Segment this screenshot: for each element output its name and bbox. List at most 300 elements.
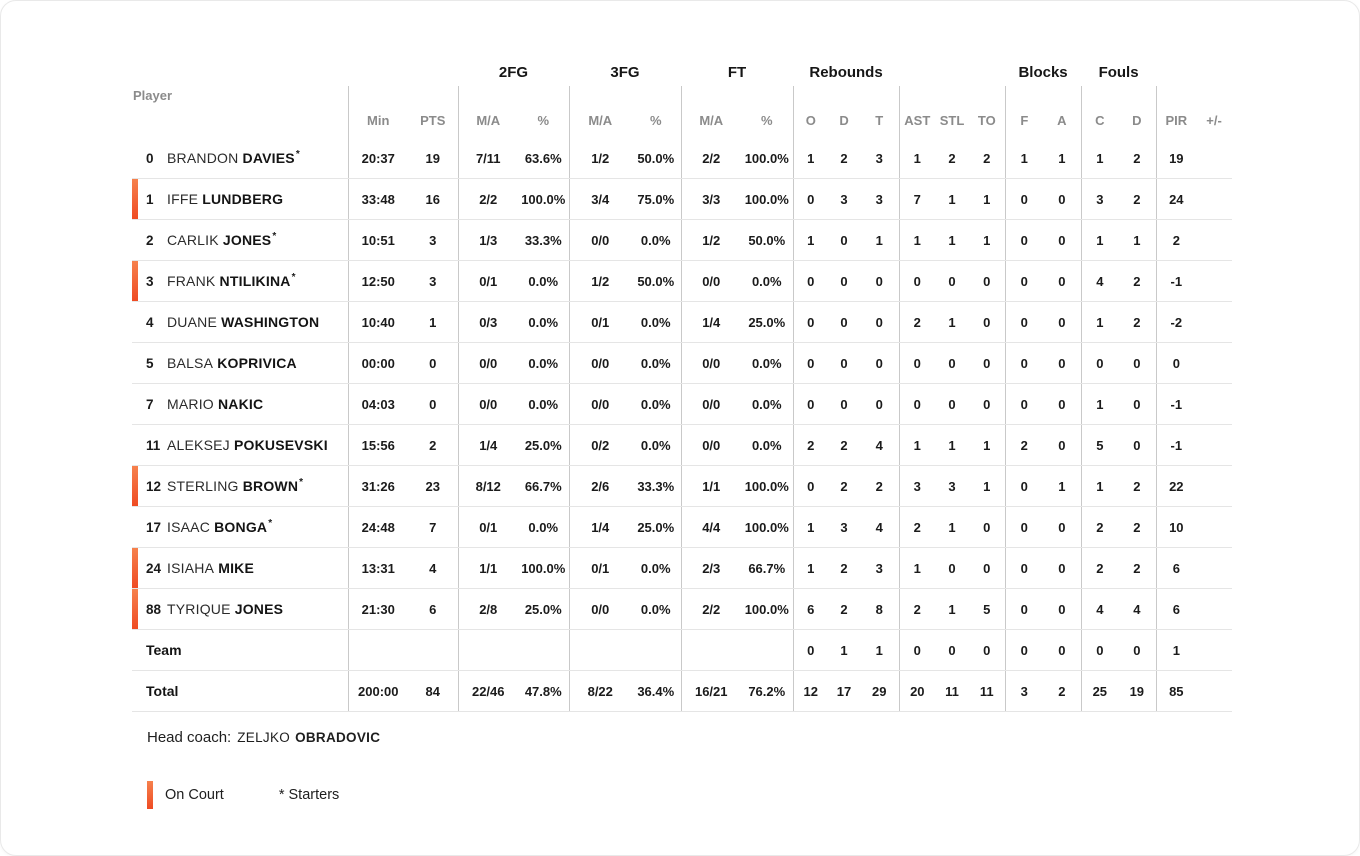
stat-min: 10:51: [348, 220, 408, 261]
stat-ast: 1: [899, 138, 935, 179]
player-name: [167, 478, 303, 494]
table-row: [132, 179, 1232, 220]
stat-stl: 1: [935, 302, 969, 343]
player-cell: [132, 630, 348, 671]
stat-pir: -1: [1156, 261, 1196, 302]
player-last-name: NAKIC: [217, 396, 264, 412]
stat-2fg-ma: 2/8: [458, 589, 518, 630]
stat-ft-pct: 100.0%: [741, 589, 793, 630]
player-last-name: JONES: [222, 232, 272, 248]
stat-pts: 19: [408, 138, 458, 179]
stat-foul-d: 2: [1118, 507, 1156, 548]
stat-to: 1: [969, 220, 1005, 261]
head-coach-label: Head coach:: [147, 729, 232, 746]
stat-foul-d: 2: [1118, 466, 1156, 507]
group-header-blocks: Blocks: [1018, 63, 1068, 81]
player-last-name: BONGA: [214, 519, 268, 535]
stat-min: 00:00: [348, 343, 408, 384]
stat-ft-ma: 2/3: [681, 548, 741, 589]
stat-3fg-ma: 0/0: [569, 589, 631, 630]
stat-2fg-pct: 0.0%: [518, 261, 569, 302]
stat-2fg-ma: 0/1: [458, 507, 518, 548]
table-row: [132, 671, 1232, 712]
stat-blk-f: 2: [1005, 425, 1043, 466]
stat-pts: 7: [408, 507, 458, 548]
stat-reb-t: 8: [860, 589, 899, 630]
stat-ft-pct: 100.0%: [741, 507, 793, 548]
player-identity: [132, 642, 348, 658]
stat-stl: 1: [935, 179, 969, 220]
player-identity: [132, 396, 348, 412]
stat-blk-a: 0: [1043, 507, 1081, 548]
stat-3fg-pct: 50.0%: [631, 138, 681, 179]
stat-pir: 1: [1156, 630, 1196, 671]
stat-ft-pct: 0.0%: [741, 343, 793, 384]
stat-ft-ma: 16/21: [681, 671, 741, 712]
stat-reb-t: 1: [860, 630, 899, 671]
stat-stl: 1: [935, 425, 969, 466]
stat-blk-f: 0: [1005, 507, 1043, 548]
stat-3fg-pct: 0.0%: [631, 302, 681, 343]
stat-3fg-pct: [631, 630, 681, 671]
stat-reb-d: 0: [828, 302, 860, 343]
stat-ft-ma: 0/0: [681, 384, 741, 425]
stat-foul-d: 2: [1118, 548, 1156, 589]
column-header-plus-minus: +/-: [1206, 113, 1222, 128]
stat-foul-c: 5: [1081, 425, 1118, 466]
stat-3fg-ma: 2/6: [569, 466, 631, 507]
stat-stl: 1: [935, 589, 969, 630]
player-cell: [132, 179, 348, 220]
stat-stl: 3: [935, 466, 969, 507]
stat-pir: 6: [1156, 548, 1196, 589]
stat-foul-c: 3: [1081, 179, 1118, 220]
stat-to: 5: [969, 589, 1005, 630]
player-identity: [132, 560, 348, 576]
stat-3fg-ma: 0/0: [569, 384, 631, 425]
player-name: [167, 191, 284, 207]
stat-ft-ma: 0/0: [681, 261, 741, 302]
stat-blk-a: 0: [1043, 589, 1081, 630]
stat-foul-c: 0: [1081, 343, 1118, 384]
stat-foul-d: 2: [1118, 261, 1156, 302]
player-last-name: LUNDBERG: [202, 191, 284, 207]
group-header-row: [132, 58, 1232, 86]
player-name: [167, 519, 272, 535]
legend: [147, 781, 339, 809]
stat-blk-a: 1: [1043, 138, 1081, 179]
stat-pts: [408, 630, 458, 671]
stat-ast: 0: [899, 343, 935, 384]
player-cell: [132, 466, 348, 507]
player-number: 88: [146, 601, 162, 617]
stat-reb-o: 0: [793, 466, 828, 507]
stat-reb-o: 2: [793, 425, 828, 466]
stat-to: 0: [969, 261, 1005, 302]
stat-foul-c: 25: [1081, 671, 1118, 712]
player-last-name: DAVIES: [242, 150, 295, 166]
stat-blk-f: 0: [1005, 384, 1043, 425]
player-number: 17: [146, 519, 162, 535]
stat-reb-d: 3: [828, 179, 860, 220]
player-first-name: TYRIQUE: [167, 601, 231, 617]
stat-reb-t: 2: [860, 466, 899, 507]
stat-foul-c: 4: [1081, 261, 1118, 302]
stat-min: 200:00: [348, 671, 408, 712]
stat-blk-f: 0: [1005, 343, 1043, 384]
stat-reb-o: 0: [793, 261, 828, 302]
table-row: [132, 466, 1232, 507]
group-header-rebounds: Rebounds: [809, 63, 883, 81]
player-first-name: BALSA: [167, 355, 214, 371]
stat-2fg-ma: 1/3: [458, 220, 518, 261]
stat-min: [348, 630, 408, 671]
player-first-name: MARIO: [167, 396, 214, 412]
player-cell: [132, 302, 348, 343]
stat-foul-d: 1: [1118, 220, 1156, 261]
column-header-foul-c: C: [1081, 86, 1118, 138]
player-name: [167, 355, 298, 371]
stat-blk-f: 0: [1005, 630, 1043, 671]
stat-reb-d: 0: [828, 343, 860, 384]
on-court-marker: [132, 548, 138, 588]
player-identity: [132, 314, 348, 330]
stat-reb-d: 2: [828, 466, 860, 507]
stat-ft-pct: [741, 630, 793, 671]
player-identity: [132, 601, 348, 617]
player-name: [167, 273, 296, 289]
stat-2fg-ma: 0/0: [458, 343, 518, 384]
stat-blk-a: 0: [1043, 548, 1081, 589]
table-row: [132, 630, 1232, 671]
player-last-name: NTILIKINA: [219, 273, 291, 289]
stat-plus-minus: [1196, 466, 1232, 507]
stat-ft-ma: 0/0: [681, 425, 741, 466]
stat-stl: 2: [935, 138, 969, 179]
stat-ast: 0: [899, 384, 935, 425]
stat-pir: -1: [1156, 384, 1196, 425]
stat-2fg-ma: 2/2: [458, 179, 518, 220]
table-row: [132, 548, 1232, 589]
stat-min: 15:56: [348, 425, 408, 466]
stat-stl: 11: [935, 671, 969, 712]
stat-blk-a: 0: [1043, 384, 1081, 425]
player-identity: [132, 355, 348, 371]
player-name: [167, 437, 329, 453]
stat-ft-ma: 0/0: [681, 343, 741, 384]
table-row: [132, 138, 1232, 179]
boxscore-table-wrap: [132, 58, 1232, 712]
stat-ft-pct: 0.0%: [741, 261, 793, 302]
stat-stl: 0: [935, 261, 969, 302]
player-first-name: CARLIK: [167, 232, 219, 248]
stat-reb-t: 1: [860, 220, 899, 261]
stat-blk-f: 1: [1005, 138, 1043, 179]
starters-legend-label: * Starters: [278, 787, 340, 803]
column-header-2fg-pct: %: [537, 113, 550, 128]
stat-pts: 0: [408, 384, 458, 425]
stat-reb-o: 1: [793, 507, 828, 548]
stat-min: 13:31: [348, 548, 408, 589]
stat-plus-minus: [1196, 630, 1232, 671]
stat-blk-f: 0: [1005, 220, 1043, 261]
player-cell: [132, 671, 348, 712]
stat-ft-ma: 1/1: [681, 466, 741, 507]
head-coach-line: [147, 729, 380, 746]
player-number: 12: [146, 478, 162, 494]
stat-3fg-pct: 0.0%: [631, 343, 681, 384]
group-header-2fg: 2FG: [498, 63, 529, 81]
stat-foul-c: 1: [1081, 384, 1118, 425]
stat-ft-pct: 76.2%: [741, 671, 793, 712]
starter-asterisk: *: [268, 518, 273, 529]
player-cell: [132, 548, 348, 589]
player-last-name: POKUSEVSKI: [233, 437, 328, 453]
stat-to: 0: [969, 507, 1005, 548]
stat-ft-ma: 1/2: [681, 220, 741, 261]
stat-blk-a: 0: [1043, 220, 1081, 261]
column-header-foul-d: D: [1132, 113, 1142, 128]
stat-foul-c: 1: [1081, 138, 1118, 179]
column-header-pts: PTS: [420, 113, 446, 128]
group-header-fouls: Fouls: [1098, 63, 1139, 81]
stat-foul-d: 0: [1118, 425, 1156, 466]
starter-asterisk: *: [291, 272, 296, 283]
stat-ast: 1: [899, 220, 935, 261]
stat-min: 21:30: [348, 589, 408, 630]
stat-3fg-ma: 0/0: [569, 343, 631, 384]
stat-min: 20:37: [348, 138, 408, 179]
on-court-marker: [132, 589, 138, 629]
stat-min: 31:26: [348, 466, 408, 507]
player-number: 3: [146, 273, 154, 289]
stat-ast: 2: [899, 589, 935, 630]
stat-reb-d: 3: [828, 507, 860, 548]
stat-min: 10:40: [348, 302, 408, 343]
stat-to: 0: [969, 630, 1005, 671]
player-number: 11: [146, 437, 161, 453]
stat-pts: 0: [408, 343, 458, 384]
stat-ast: 20: [899, 671, 935, 712]
stat-to: 2: [969, 138, 1005, 179]
stat-to: 1: [969, 425, 1005, 466]
stat-min: 24:48: [348, 507, 408, 548]
stat-reb-d: 0: [828, 384, 860, 425]
player-name: [167, 560, 255, 576]
stat-ast: 3: [899, 466, 935, 507]
column-header-blk-f: F: [1005, 86, 1043, 138]
table-header: [132, 58, 1232, 138]
stat-stl: 0: [935, 548, 969, 589]
player-identity: [132, 273, 348, 289]
table-row: [132, 384, 1232, 425]
stat-pts: 16: [408, 179, 458, 220]
stat-plus-minus: [1196, 343, 1232, 384]
stat-to: 11: [969, 671, 1005, 712]
stat-pir: 24: [1156, 179, 1196, 220]
stat-stl: 0: [935, 630, 969, 671]
stat-blk-a: 0: [1043, 261, 1081, 302]
stat-blk-f: 0: [1005, 179, 1043, 220]
stat-ast: 2: [899, 507, 935, 548]
stat-pir: -2: [1156, 302, 1196, 343]
stat-reb-o: 0: [793, 343, 828, 384]
player-last-name: JONES: [234, 601, 284, 617]
stat-reb-o: 1: [793, 220, 828, 261]
stat-2fg-pct: 0.0%: [518, 384, 569, 425]
player-first-name: ALEKSEJ: [167, 437, 230, 453]
stat-plus-minus: [1196, 425, 1232, 466]
group-spacer: [1156, 58, 1232, 86]
stat-foul-d: 2: [1118, 179, 1156, 220]
stat-blk-a: 0: [1043, 343, 1081, 384]
stat-blk-f: 3: [1005, 671, 1043, 712]
stat-2fg-pct: 100.0%: [518, 548, 569, 589]
stat-pts: 23: [408, 466, 458, 507]
stat-pts: 2: [408, 425, 458, 466]
stat-pir: 22: [1156, 466, 1196, 507]
player-cell: [132, 589, 348, 630]
table-row: [132, 261, 1232, 302]
player-name: [167, 150, 300, 166]
stat-3fg-pct: 0.0%: [631, 384, 681, 425]
stat-pir: 6: [1156, 589, 1196, 630]
stat-plus-minus: [1196, 507, 1232, 548]
on-court-legend-marker: [147, 781, 153, 809]
stat-reb-d: 2: [828, 138, 860, 179]
player-number: 1: [146, 191, 154, 207]
stat-2fg-pct: 25.0%: [518, 425, 569, 466]
stat-stl: 0: [935, 384, 969, 425]
stat-min: 04:03: [348, 384, 408, 425]
stat-reb-o: 1: [793, 548, 828, 589]
stat-blk-f: 0: [1005, 589, 1043, 630]
column-header-min: Min: [348, 86, 408, 138]
stat-ft-ma: 2/2: [681, 589, 741, 630]
stat-foul-c: 4: [1081, 589, 1118, 630]
stat-blk-a: 0: [1043, 425, 1081, 466]
stat-2fg-ma: 0/1: [458, 261, 518, 302]
stat-ft-pct: 0.0%: [741, 425, 793, 466]
stat-to: 0: [969, 302, 1005, 343]
stat-foul-d: 0: [1118, 343, 1156, 384]
player-cell: [132, 384, 348, 425]
stat-ft-ma: 2/2: [681, 138, 741, 179]
stat-foul-d: 4: [1118, 589, 1156, 630]
table-row: [132, 507, 1232, 548]
player-cell: [132, 261, 348, 302]
stat-3fg-pct: 36.4%: [631, 671, 681, 712]
stat-plus-minus: [1196, 671, 1232, 712]
stat-plus-minus: [1196, 179, 1232, 220]
stat-plus-minus: [1196, 261, 1232, 302]
player-last-name: MIKE: [218, 560, 255, 576]
stat-to: 0: [969, 548, 1005, 589]
player-cell: [132, 138, 348, 179]
stat-reb-o: 0: [793, 384, 828, 425]
group-spacer: [132, 58, 348, 86]
stat-ft-pct: 100.0%: [741, 466, 793, 507]
column-header-3fg-ma: M/A: [569, 86, 631, 138]
stat-2fg-pct: 47.8%: [518, 671, 569, 712]
group-header-ft: FT: [727, 63, 747, 81]
stat-ft-ma: 3/3: [681, 179, 741, 220]
player-first-name: ISIAHA: [167, 560, 215, 576]
player-first-name: IFFE: [167, 191, 199, 207]
stat-pir: 0: [1156, 343, 1196, 384]
stat-2fg-pct: 0.0%: [518, 343, 569, 384]
player-identity: [132, 437, 348, 453]
stat-3fg-ma: 0/1: [569, 302, 631, 343]
stat-blk-a: 1: [1043, 466, 1081, 507]
stat-blk-a: 0: [1043, 302, 1081, 343]
stat-3fg-ma: 0/1: [569, 548, 631, 589]
stat-reb-t: 3: [860, 548, 899, 589]
starter-asterisk: *: [295, 149, 300, 160]
stat-3fg-ma: 3/4: [569, 179, 631, 220]
stat-pir: 85: [1156, 671, 1196, 712]
stat-2fg-pct: 66.7%: [518, 466, 569, 507]
stat-pts: 3: [408, 220, 458, 261]
stat-pts: 84: [408, 671, 458, 712]
stat-pts: 6: [408, 589, 458, 630]
stat-reb-d: 17: [828, 671, 860, 712]
player-number: 0: [146, 150, 154, 166]
table-row: [132, 425, 1232, 466]
stat-2fg-ma: 0/0: [458, 384, 518, 425]
stat-pts: 4: [408, 548, 458, 589]
stat-2fg-pct: 0.0%: [518, 507, 569, 548]
stat-to: 0: [969, 343, 1005, 384]
stat-reb-d: 0: [828, 261, 860, 302]
stat-blk-a: 0: [1043, 179, 1081, 220]
stat-foul-c: 1: [1081, 466, 1118, 507]
stat-ast: 1: [899, 548, 935, 589]
stat-foul-c: 0: [1081, 630, 1118, 671]
stat-reb-o: 6: [793, 589, 828, 630]
player-identity: [132, 683, 348, 699]
stat-ft-ma: [681, 630, 741, 671]
stat-reb-d: 1: [828, 630, 860, 671]
player-last-name: BROWN: [242, 478, 299, 494]
stat-ast: 0: [899, 630, 935, 671]
stat-3fg-ma: 8/22: [569, 671, 631, 712]
stat-plus-minus: [1196, 384, 1232, 425]
stat-ft-pct: 100.0%: [741, 179, 793, 220]
stat-to: 1: [969, 466, 1005, 507]
stat-to: 0: [969, 384, 1005, 425]
player-number: 4: [146, 314, 154, 330]
stat-plus-minus: [1196, 548, 1232, 589]
stat-2fg-ma: 8/12: [458, 466, 518, 507]
table-row: [132, 302, 1232, 343]
stat-foul-c: 1: [1081, 302, 1118, 343]
group-spacer: [899, 58, 1005, 86]
stat-foul-c: 2: [1081, 548, 1118, 589]
on-court-marker: [132, 466, 138, 506]
stat-reb-t: 0: [860, 261, 899, 302]
stat-reb-d: 0: [828, 220, 860, 261]
stat-ft-ma: 4/4: [681, 507, 741, 548]
stat-ast: 7: [899, 179, 935, 220]
stat-blk-f: 0: [1005, 302, 1043, 343]
stat-pir: 19: [1156, 138, 1196, 179]
player-cell: [132, 220, 348, 261]
stat-ft-pct: 0.0%: [741, 384, 793, 425]
player-first-name: STERLING: [167, 478, 239, 494]
player-first-name: ISAAC: [167, 519, 211, 535]
column-header-ft-ma: M/A: [681, 86, 741, 138]
